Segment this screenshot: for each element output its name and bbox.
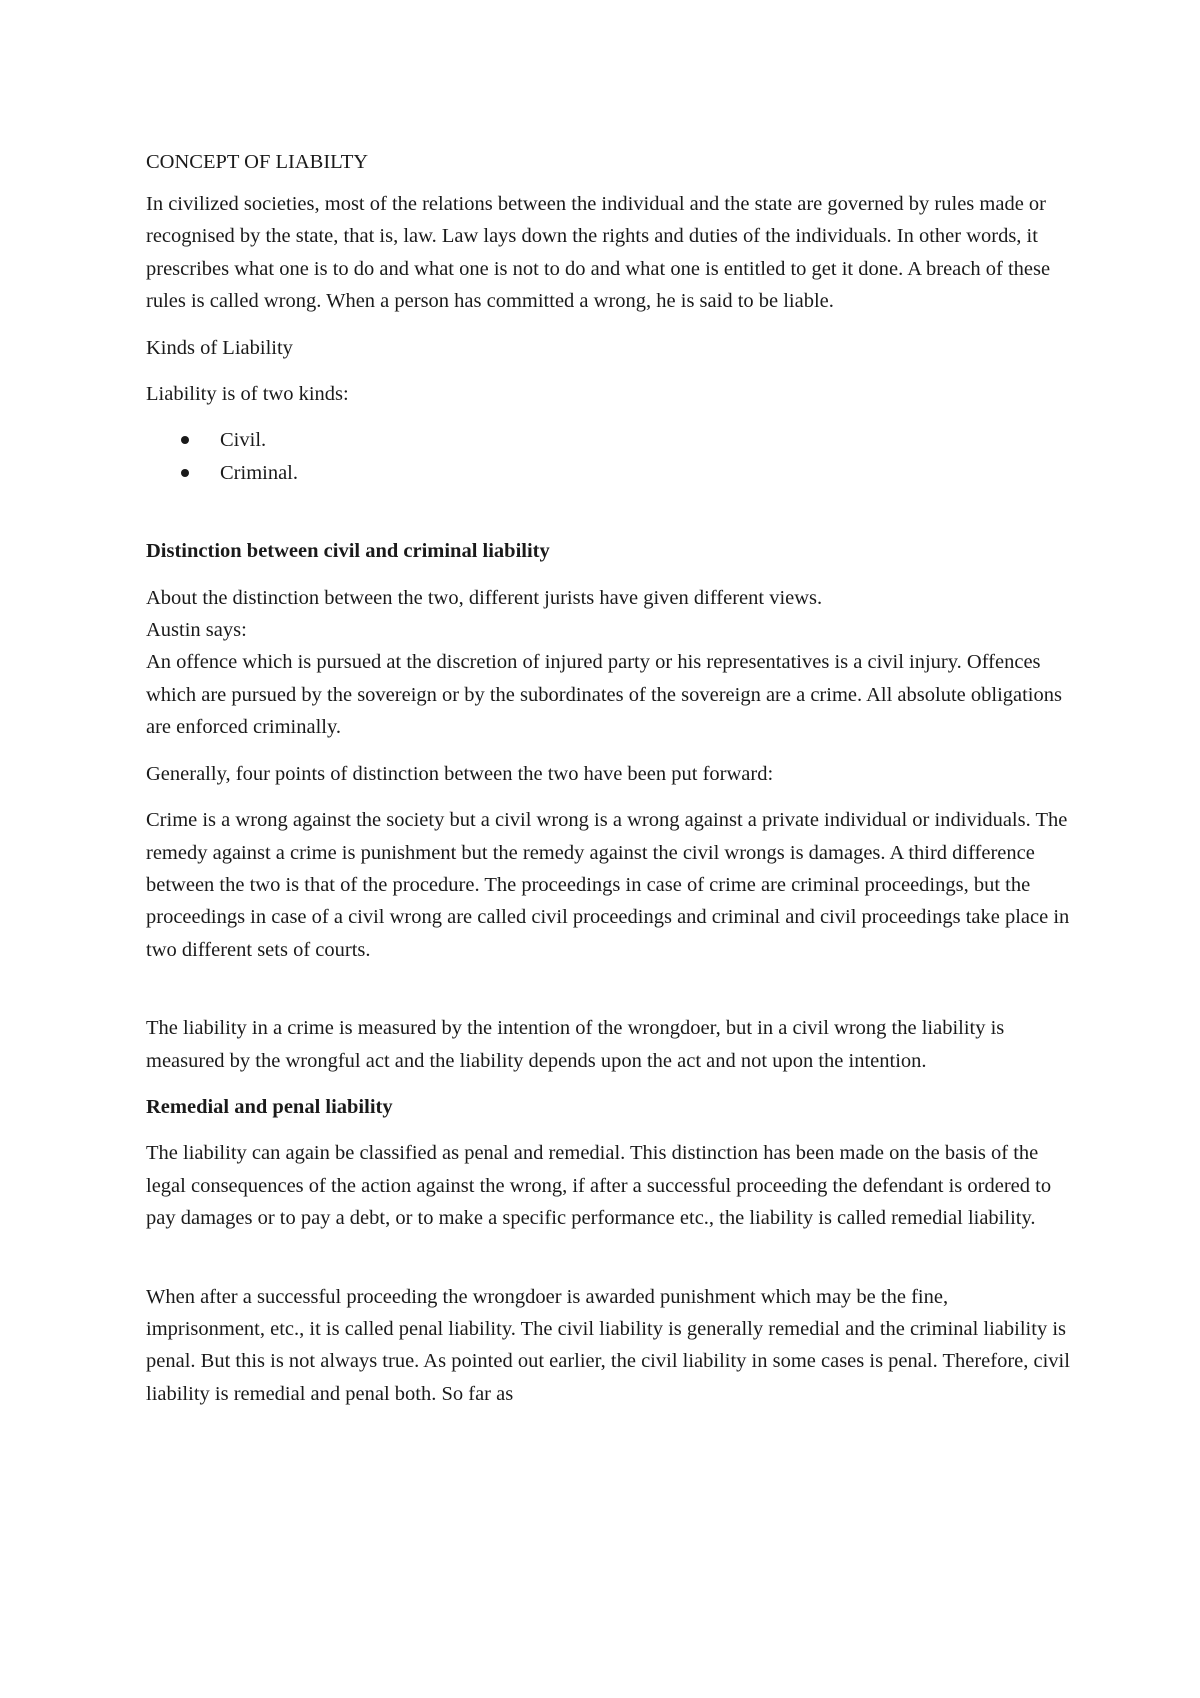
intro-paragraph: In civilized societies, most of the relations between the individual and the state are governed by rules made or recognised by the state, that is, law. Law lays down the rights and duties of the individuals. In other words, it prescribes what one is to do and what one is not to do and what one is entitled to get it done. A breach of these rules is called wrong. When a person has committed a wrong, he is said to be liable. (146, 193, 1051, 313)
distinction-line-views: About the distinction between the two, different jurists have given different views. (146, 586, 823, 609)
penal-paragraph: When after a successful proceeding the wrongdoer is awarded punishment which may be the fine, imprisonment, etc., it is called penal liability. The civil liability is generally remedial and the criminal liability is penal. But this is not always true. As pointed out earlier, the civil liability in some cases is penal. Therefore, civil liability is remedial and penal both. So far as (146, 1285, 1070, 1405)
document-page (146, 146, 1071, 1410)
intention-paragraph: The liability in a crime is measured by the intention of the wrongdoer, but in a civil wrong the liability is measured by the wrongful act and the liability depends upon the act and not upon the intention. (146, 1017, 1005, 1072)
distinction-line-austin: Austin says: (146, 619, 247, 642)
remedial-paragraph: The liability can again be classified as penal and remedial. This distinction has been made on the basis of the legal consequences of the action against the wrong, if after a successful proceeding the defendant is ordered to pay damages or to pay a debt, or to make a specific performance etc., the liability is called remedial liability. (146, 1142, 1052, 1230)
kinds-list (146, 424, 1071, 489)
distinction-heading: Distinction between civil and criminal liability (146, 540, 550, 563)
crime-paragraph: Crime is a wrong against the society but a civil wrong is a wrong against a private individual or individuals. The remedy against a crime is punishment but the remedy against the civil wrongs is damages. A third difference between the two is that of the procedure. The proceedings in case of crime are criminal proceedings, but the proceedings in case of a civil wrong are called civil proceedings and criminal and civil proceedings take place in two different sets of courts. (146, 809, 1070, 961)
document-title: CONCEPT OF LIABILTY (146, 151, 369, 173)
list-item-civil: Civil. (220, 424, 1071, 456)
list-item-criminal: Criminal. (220, 457, 1071, 489)
distinction-paragraph-offence: An offence which is pursued at the discretion of injured party or his representatives is a civil injury. Offences which are pursued by the sovereign or by the subordinates of the sovereign are a crime. All absolute obligations are enforced criminally. (146, 651, 1062, 739)
remedial-heading: Remedial and penal liability (146, 1095, 393, 1118)
kinds-heading: Kinds of Liability (146, 336, 293, 359)
kinds-lead: Liability is of two kinds: (146, 383, 349, 406)
four-points-line: Generally, four points of distinction between the two have been put forward: (146, 762, 774, 785)
